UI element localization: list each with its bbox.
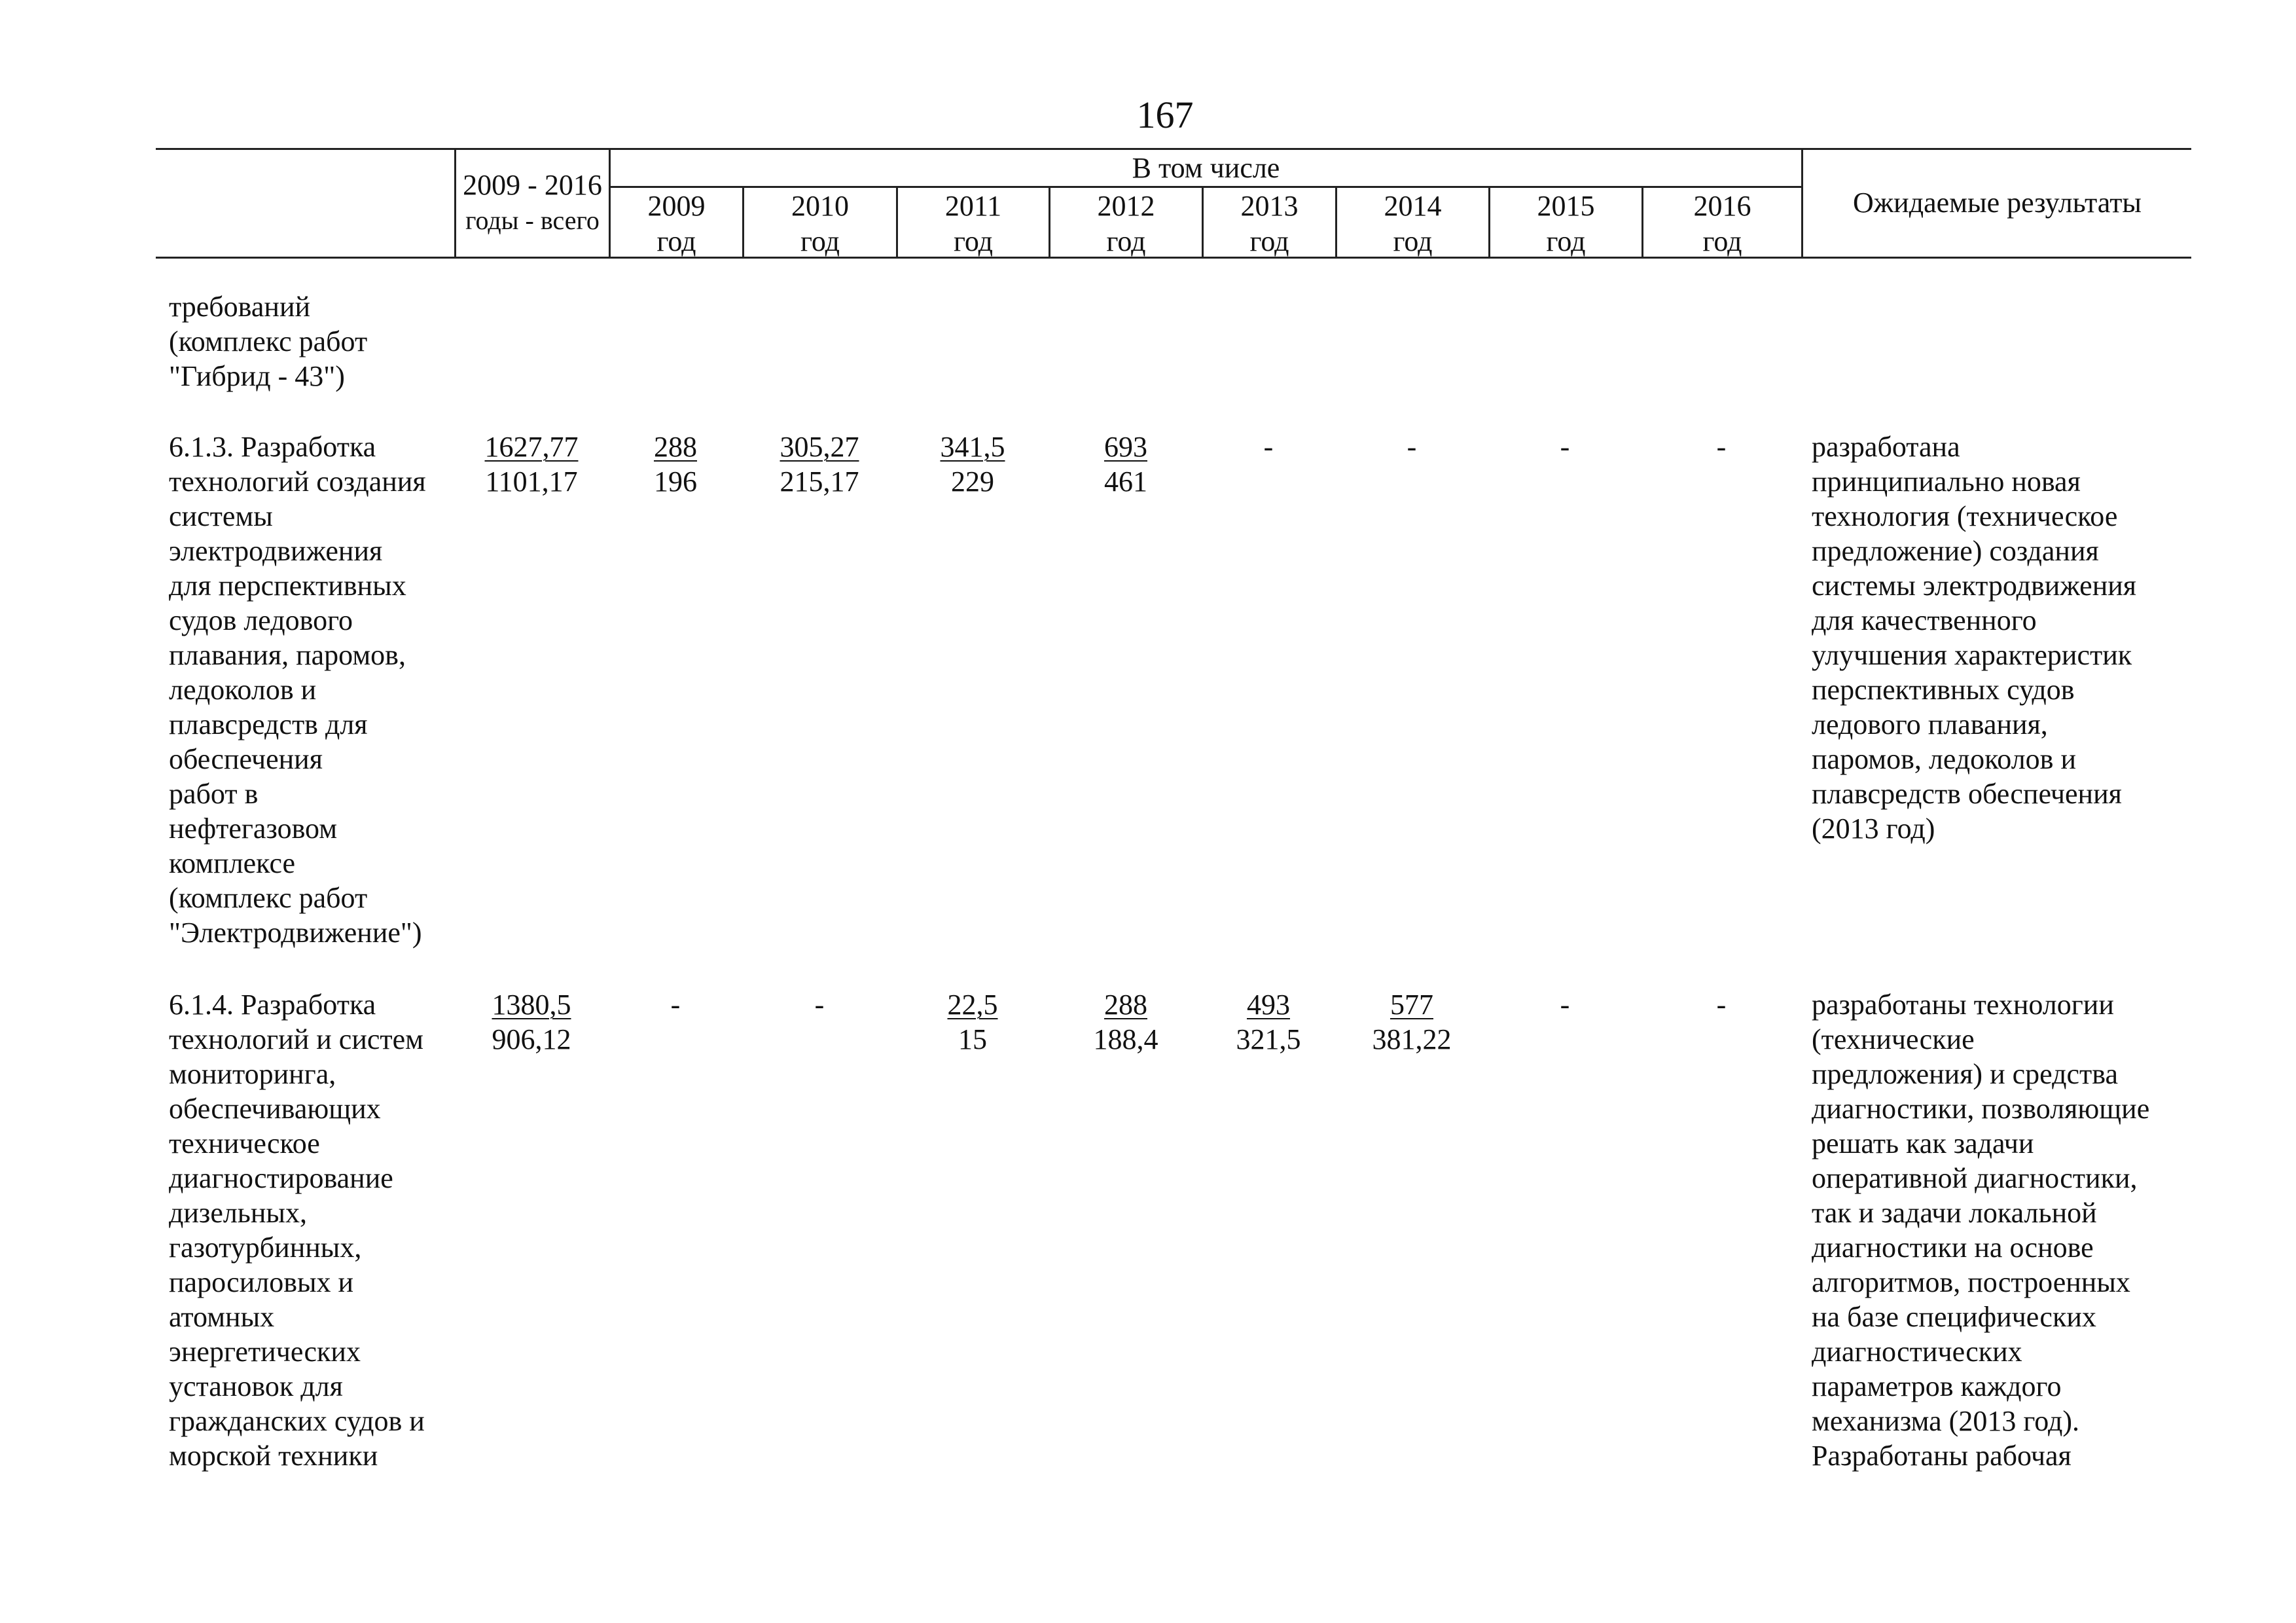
value-bottom: 229 [951,465,994,498]
text-line: обеспечения [169,743,323,775]
text-line: системы электродвижения [1812,570,2137,602]
row-6-1-4-year-2013 [1203,987,1334,1057]
text-line: технологий и систем [169,1023,423,1055]
row-6-1-3-year-2012 [1060,429,1191,499]
value-top: 693 [1104,431,1147,463]
text-line: работ в [169,778,259,810]
year-unit: год [953,225,994,257]
text-line: обеспечивающих [169,1093,381,1125]
header-total-line: годы - всего [465,206,600,235]
row-6-1-3-result [1812,429,2136,846]
text-line: технология (техническое [1812,500,2118,532]
text-line: разработаны технологии [1812,989,2114,1021]
text-line: техническое [169,1127,320,1159]
value-bottom: 196 [654,465,697,498]
text-line: решать как задачи [1812,1127,2034,1159]
text-line: диагностики, позволяющие [1812,1093,2150,1125]
row-6-1-4-name [169,987,425,1473]
value-bottom: 906,12 [492,1023,571,1055]
value-bottom: 15 [958,1023,987,1055]
text-line: алгоритмов, построенных [1812,1266,2130,1298]
text-line: (комплекс работ [169,325,368,357]
header-year-2015 [1490,189,1641,259]
row-6-1-3-year-2016: - [1716,431,1727,463]
text-line: так и задачи локальной [1812,1197,2097,1229]
value-bottom: 321,5 [1236,1023,1301,1055]
header-year-2011 [898,189,1049,259]
text-line: комплексе [169,847,296,879]
text-line: установок для [169,1370,343,1402]
text-line: 6.1.3. Разработка [169,431,376,463]
header-year-2013 [1204,189,1335,259]
row-6-1-3-year-2014: - [1407,431,1417,463]
text-line: (2013 год) [1812,812,1935,845]
value-bottom: 381,22 [1372,1023,1452,1055]
year-label: 2014 [1384,190,1442,222]
year-unit: год [800,225,840,257]
text-line: газотурбинных, [169,1231,362,1264]
text-line: механизма (2013 год). [1812,1405,2080,1437]
value-bottom: 1101,17 [485,465,578,498]
row-6-1-4-year-2016: - [1716,989,1727,1021]
header-group-label: В том числе [1132,152,1280,184]
row-6-1-4-result [1812,987,2149,1473]
text-line: предложение) создания [1812,535,2099,567]
text-line: для перспективных [169,570,406,602]
text-line: нефтегазовом [169,812,338,845]
value-top: 288 [1104,989,1147,1021]
page-number: 167 [1136,94,1194,136]
header-year-2010 [744,189,896,259]
value-top: 22,5 [947,989,998,1021]
header-year-2014 [1337,189,1488,259]
value-bottom: 461 [1104,465,1147,498]
header-year-2016 [1643,189,1801,259]
text-line: мониторинга, [169,1058,336,1090]
text-line: разработана [1812,431,1960,463]
value-top: 305,27 [780,431,859,463]
row-6-1-3-name [169,429,426,950]
text-line: диагностики на основе [1812,1231,2094,1264]
text-line: морской техники [169,1440,378,1472]
year-label: 2010 [791,190,849,222]
group-divider-rule [609,186,1801,188]
row-6-1-4-year-2009: - [670,989,681,1021]
text-line: плавсредств обеспечения [1812,778,2122,810]
row-6-1-4-year-2011 [907,987,1038,1057]
row-6-1-3-year-2009 [610,429,741,499]
value-bottom: 188,4 [1093,1023,1158,1055]
row-6-1-4-total [466,987,597,1057]
text-line: "Гибрид - 43") [169,360,345,392]
text-line: паромов, ледоколов и [1812,743,2076,775]
text-line: (технические [1812,1023,1975,1055]
text-line: на базе специфических [1812,1301,2096,1333]
row-6-1-3-year-2011 [907,429,1038,499]
text-line: "Электродвижение") [169,917,422,949]
text-line: оперативной диагностики, [1812,1162,2138,1194]
year-label: 2013 [1240,190,1299,222]
text-line: плавсредств для [169,708,368,740]
header-total-line: 2009 - 2016 [463,169,602,201]
year-label: 2009 [647,190,706,222]
row-6-1-3-year-2013: - [1263,431,1274,463]
text-line: диагностирование [169,1162,393,1194]
header-year-2012 [1050,189,1202,259]
value-top: 341,5 [940,431,1005,463]
text-line: улучшения характеристик [1812,639,2132,671]
year-label: 2016 [1693,190,1751,222]
text-line: системы [169,500,273,532]
header-results-label: Ожидаемые результаты [1853,187,2142,219]
continuation-text [169,289,367,393]
header-total-label [456,168,609,238]
row-6-1-3-total [466,429,597,499]
year-label: 2012 [1097,190,1155,222]
text-line: требований [169,291,311,323]
value-top: 1627,77 [484,431,579,463]
text-line: ледового плавания, [1812,708,2048,740]
year-unit: год [1106,225,1146,257]
year-unit: год [656,225,696,257]
text-line: дизельных, [169,1197,307,1229]
text-line: гражданских судов и [169,1405,425,1437]
text-line: принципиально новая [1812,465,2081,498]
value-top: 288 [654,431,697,463]
row-6-1-3-year-2015: - [1560,431,1570,463]
text-line: судов ледового [169,604,353,636]
text-line: технологий создания [169,465,426,498]
text-line: энергетических [169,1336,361,1368]
text-line: электродвижения [169,535,383,567]
year-unit: год [1546,225,1586,257]
header-year-2009 [611,189,742,259]
text-line: Разработаны рабочая [1812,1440,2072,1472]
row-6-1-4-year-2010: - [814,989,825,1021]
year-unit: год [1393,225,1433,257]
row-6-1-4-year-2014 [1346,987,1477,1057]
row-6-1-4-year-2012 [1060,987,1191,1057]
year-unit: год [1702,225,1742,257]
header-top-rule [156,148,2191,150]
year-unit: год [1249,225,1289,257]
text-line: параметров каждого [1812,1370,2062,1402]
text-line: (комплекс работ [169,882,368,914]
value-top: 493 [1247,989,1290,1021]
value-top: 577 [1390,989,1433,1021]
text-line: для качественного [1812,604,2037,636]
value-top: 1380,5 [492,989,571,1021]
text-line: 6.1.4. Разработка [169,989,376,1021]
year-label: 2011 [944,190,1002,222]
value-bottom: 215,17 [780,465,859,498]
row-6-1-3-year-2010 [754,429,885,499]
text-line: диагностических [1812,1336,2022,1368]
text-line: перспективных судов [1812,674,2075,706]
text-line: атомных [169,1301,275,1333]
row-6-1-4-year-2015: - [1560,989,1570,1021]
text-line: ледоколов и [169,674,317,706]
year-label: 2015 [1537,190,1595,222]
text-line: плавания, паромов, [169,639,406,671]
text-line: предложения) и средства [1812,1058,2118,1090]
text-line: паросиловых и [169,1266,354,1298]
